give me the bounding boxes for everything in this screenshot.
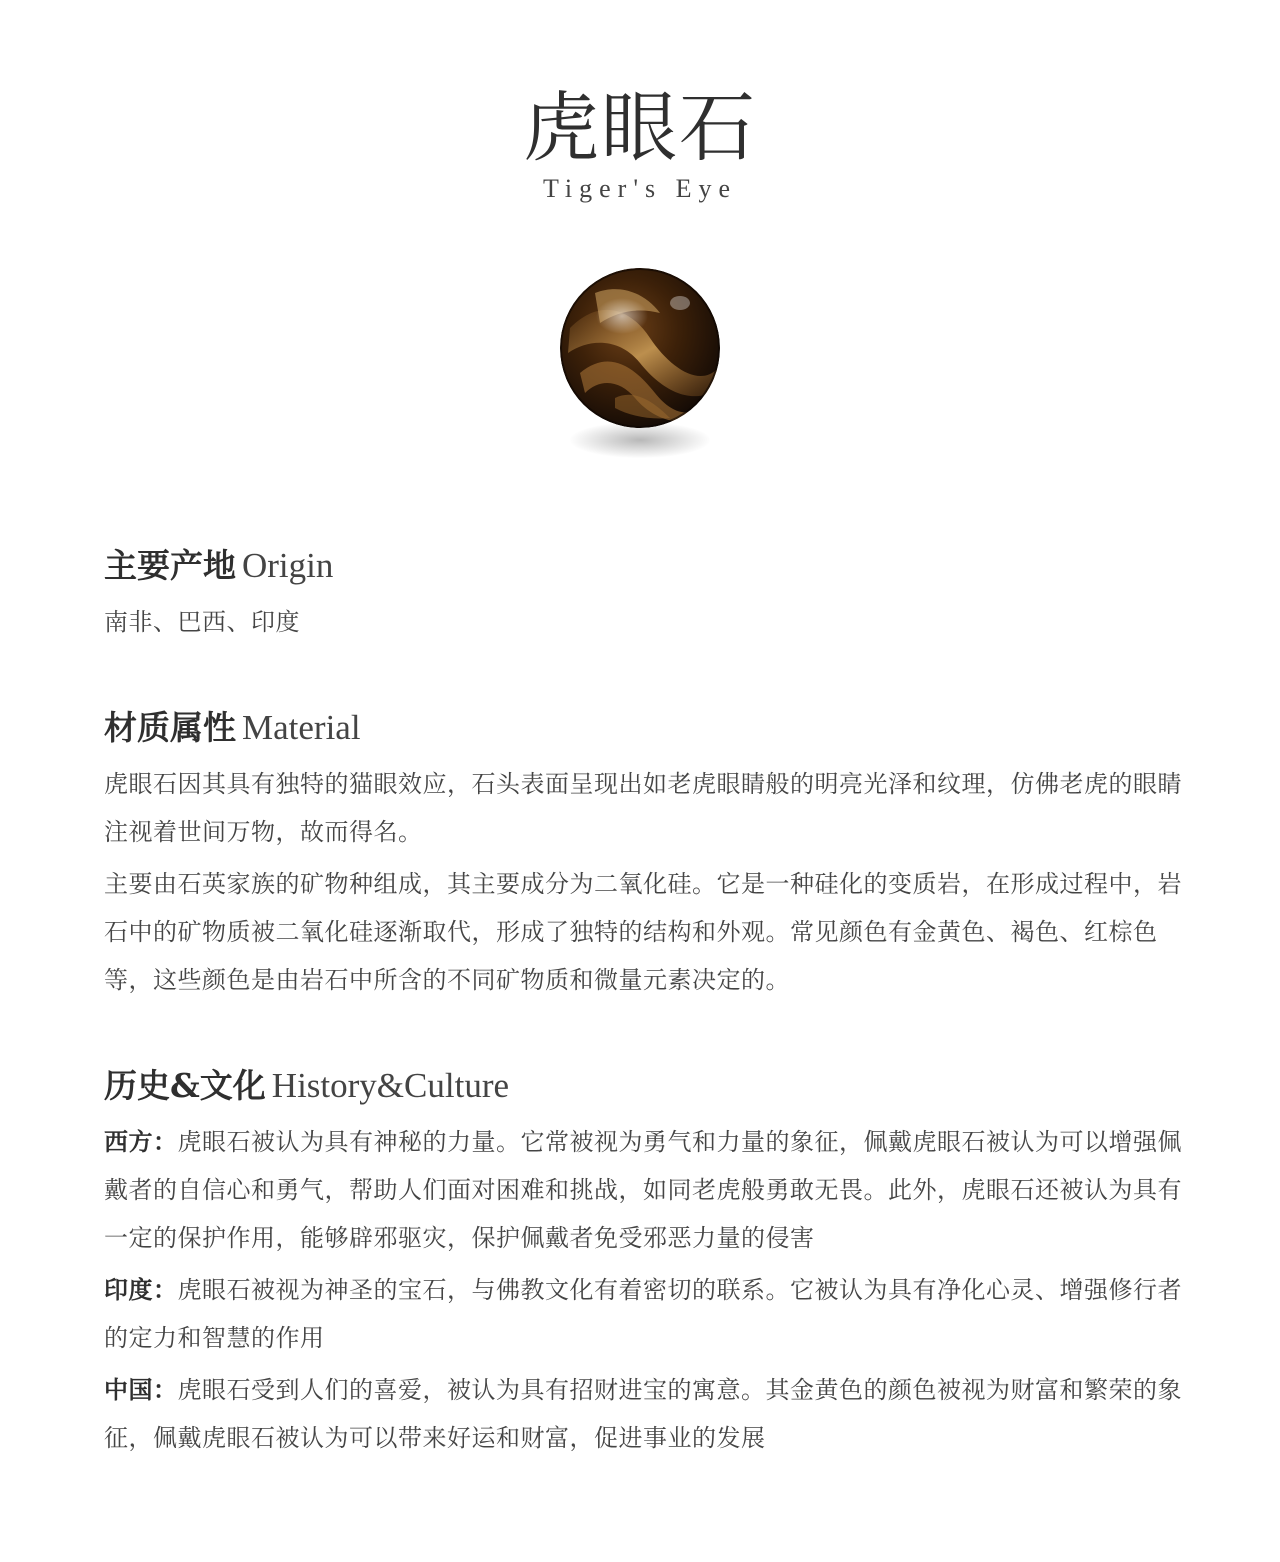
origin-heading — [104, 538, 1194, 594]
main-content — [104, 538, 1194, 1462]
material-heading-en: Material — [242, 708, 361, 747]
material-paragraph-1: 虎眼石因其具有独特的猫眼效应，石头表面呈现出如老虎眼睛般的明亮光泽和纹理，仿佛老虎的眼睛注视着世间万物，故而得名。 — [104, 770, 1182, 846]
history-item-china — [104, 1366, 1194, 1462]
history-item-west — [104, 1118, 1194, 1262]
history-item-label: 印度： — [104, 1275, 178, 1304]
material-section — [104, 700, 1194, 1004]
page-header — [0, 82, 1280, 204]
material-heading-cn: 材质属性 — [104, 708, 236, 747]
page-title: 虎眼石 — [523, 83, 757, 172]
history-heading-en: History&Culture — [271, 1066, 510, 1105]
history-item-india — [104, 1266, 1194, 1362]
origin-heading-cn: 主要产地 — [104, 546, 236, 585]
history-item-text: 虎眼石被认为具有神秘的力量。它常被视为勇气和力量的象征，佩戴虎眼石被认为可以增强佩戴者的自信心和勇气，帮助人们面对困难和挑战，如同老虎般勇敢无畏。此外，虎眼石还被认为具有一定的保护作用，能够辟邪驱灾，保护佩戴者免受邪恶力量的侵害 — [104, 1128, 1182, 1252]
origin-text: 南非、巴西、印度 — [104, 608, 300, 636]
history-heading — [104, 1058, 1194, 1114]
history-item-text: 虎眼石受到人们的喜爱，被认为具有招财进宝的寓意。其金黄色的颜色被视为财富和繁荣的象征，佩戴虎眼石被认为可以带来好运和财富，促进事业的发展 — [104, 1376, 1182, 1452]
history-item-text: 虎眼石被视为神圣的宝石，与佛教文化有着密切的联系。它被认为具有净化心灵、增强修行者的定力和智慧的作用 — [104, 1276, 1182, 1352]
gem-image — [540, 262, 740, 462]
history-heading-cn: 历史&文化 — [104, 1066, 266, 1105]
history-section — [104, 1058, 1194, 1462]
page-subtitle: Tiger's Eye — [542, 174, 738, 203]
material-paragraph-2: 主要由石英家族的矿物种组成，其主要成分为二氧化硅。它是一种硅化的变质岩，在形成过程中，岩石中的矿物质被二氧化硅逐渐取代，形成了独特的结构和外观。常见颜色有金黄色、褐色、红棕色等，这些颜色是由岩石中所含的不同矿物质和微量元素决定的。 — [104, 870, 1182, 994]
material-heading — [104, 700, 1194, 756]
history-item-label: 中国： — [104, 1375, 178, 1404]
origin-heading-en: Origin — [242, 546, 334, 585]
tigers-eye-gem-icon — [560, 268, 720, 428]
origin-section — [104, 538, 1194, 646]
history-item-label: 西方： — [104, 1127, 178, 1156]
